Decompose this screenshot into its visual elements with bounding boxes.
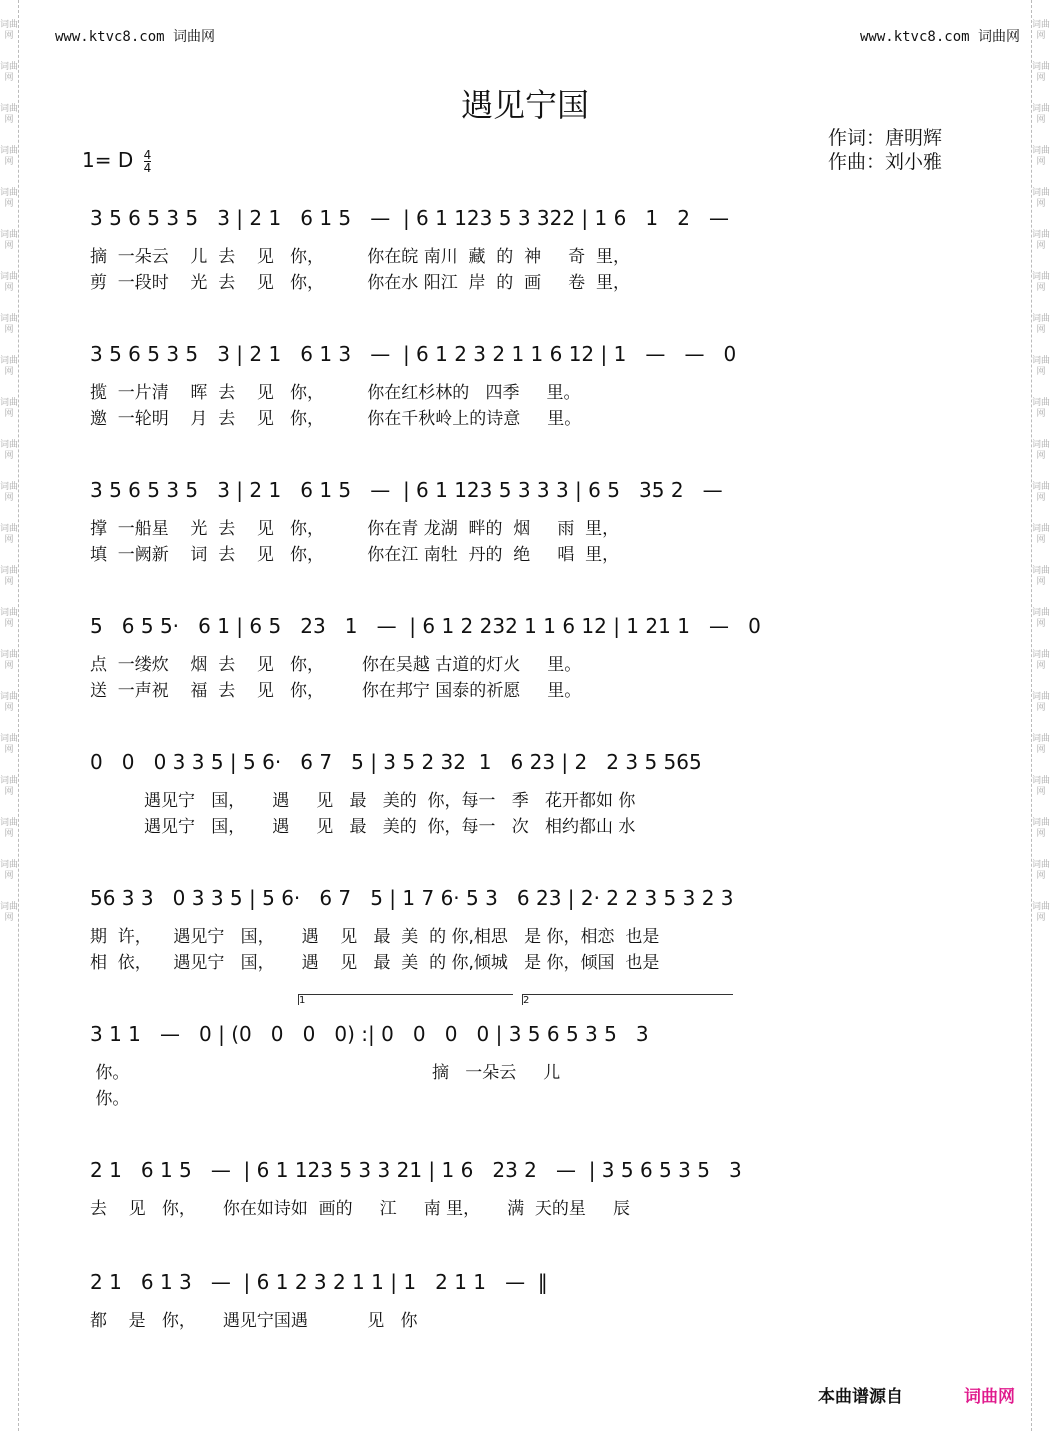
- notation-line: 3 5 6 5 3 5 3 | 2 1 6 1 3 — | 6 1 2 3 2 1 1 6 12 | 1 — — 0: [90, 342, 737, 366]
- score-system-9: [90, 1270, 960, 1332]
- watermark: 词曲网: [0, 902, 19, 923]
- watermark: 词曲网: [0, 650, 19, 671]
- score-system-3: [90, 478, 960, 566]
- watermark: 词曲网: [0, 398, 19, 419]
- watermark: 词曲网: [1032, 860, 1050, 881]
- watermark: 词曲网: [1032, 272, 1050, 293]
- watermark: 词曲网: [1032, 20, 1050, 41]
- second-ending-label: 2: [523, 995, 530, 1006]
- notation-line: 0 0 0 3 3 5 | 5 6· 6 7 5 | 3 5 2 32 1 6 23 | 2 2 3 5 565: [90, 750, 702, 774]
- first-ending-bracket: [298, 994, 513, 1005]
- watermark: 词曲网: [1032, 62, 1050, 83]
- lyric-verse-2: 剪 一段时 光 去 见 你， 你在水 阳江 岸 的 画 卷 里，: [90, 273, 630, 293]
- lyric-verse-2: 送 一声祝 福 去 见 你， 你在邦宁 国泰的祈愿 里。: [90, 681, 582, 701]
- watermark: 词曲网: [0, 188, 19, 209]
- watermark: 词曲网: [1032, 188, 1050, 209]
- notation-line: 3 1 1 — 0 | (0 0 0 0) :| 0 0 0 0 | 3 5 6 5 3 5 3: [90, 1022, 649, 1046]
- lyric-verse-1: 去 见 你， 你在如诗如 画的 江 南 里， 满 天的星 辰: [90, 1199, 630, 1219]
- watermark: 词曲网: [1032, 524, 1050, 545]
- second-ending-bracket: [522, 994, 733, 1005]
- lyric-verse-1: 期 许， 遇见宁 国， 遇 见 最 美 的 你,相思 是 你，相恋 也是: [90, 927, 660, 947]
- lyric-verse-1: 揽 一片清 晖 去 见 你， 你在红杉林的 四季 里。: [90, 383, 581, 403]
- watermark: 词曲网: [0, 356, 19, 377]
- watermark: 词曲网: [0, 734, 19, 755]
- watermark: 词曲网: [0, 566, 19, 587]
- watermark: 词曲网: [1032, 818, 1050, 839]
- watermark: 词曲网: [0, 482, 19, 503]
- score-system-1: [90, 206, 960, 294]
- lyricist: 作词：唐明辉: [828, 127, 943, 149]
- watermark: 词曲网: [1032, 356, 1050, 377]
- score-system-5: [90, 750, 960, 838]
- watermark: 词曲网: [0, 608, 19, 629]
- site-url-left[interactable]: www.ktvc8.com 词曲网: [55, 29, 216, 45]
- lyric-verse-1: 点 一缕炊 烟 去 见 你， 你在吴越 古道的灯火 里。: [90, 655, 582, 675]
- time-signature: [144, 149, 152, 174]
- score-system-8: [90, 1158, 960, 1220]
- notation-line: 5 6 5 5· 6 1 | 6 5 23 1 — | 6 1 2 232 1 1 6 12 | 1 21 1 — 0: [90, 614, 761, 638]
- watermark: 词曲网: [1032, 398, 1050, 419]
- watermark: 词曲网: [0, 818, 19, 839]
- notation-line: 2 1 6 1 3 — | 6 1 2 3 2 1 1 | 1 2 1 1 — ‖: [90, 1270, 548, 1294]
- credits: [828, 126, 942, 174]
- watermark: 词曲网: [1032, 566, 1050, 587]
- watermark: 词曲网: [1032, 608, 1050, 629]
- watermark: 词曲网: [1032, 650, 1050, 671]
- watermark: 词曲网: [0, 524, 19, 545]
- notation-line: 56 3 3 0 3 3 5 | 5 6· 6 7 5 | 1 7 6· 5 3 6 23 | 2· 2 2 3 5 3 2 3: [90, 886, 734, 910]
- watermark: 词曲网: [0, 146, 19, 167]
- score-system-6: [90, 886, 960, 974]
- notation-line: 3 5 6 5 3 5 3 | 2 1 6 1 5 — | 6 1 123 5 3 3 3 | 6 5 35 2 —: [90, 478, 723, 502]
- lyric-verse-1: 你。 摘 一朵云 儿: [90, 1063, 561, 1083]
- lyric-verse-2: 相 依， 遇见宁 国， 遇 见 最 美 的 你,倾城 是 你，倾国 也是: [90, 953, 660, 973]
- notation-line: 2 1 6 1 5 — | 6 1 123 5 3 3 21 | 1 6 23 2 — | 3 5 6 5 3 5 3: [90, 1158, 742, 1182]
- watermark: 词曲网: [0, 230, 19, 251]
- watermark: 词曲网: [0, 104, 19, 125]
- key-label: 1= D: [82, 148, 134, 172]
- lyric-verse-2: 你。: [90, 1089, 130, 1109]
- watermark: 词曲网: [1032, 314, 1050, 335]
- source-label: 本曲谱源自: [818, 1387, 903, 1407]
- lyric-verse-2: 邀 一轮明 月 去 见 你， 你在千秋岭上的诗意 里。: [90, 409, 582, 429]
- lyric-verse-2: 填 一阙新 词 去 见 你， 你在江 南牡 丹的 绝 唱 里，: [90, 545, 620, 565]
- lyric-verse-2: 遇见宁 国， 遇 见 最 美的 你，每一 次 相约都山 水: [90, 817, 636, 837]
- time-top: 4: [143, 148, 152, 162]
- watermark: 词曲网: [0, 314, 19, 335]
- left-watermark-strip: [0, 0, 19, 1431]
- watermark: 词曲网: [1032, 104, 1050, 125]
- watermark: 词曲网: [1032, 734, 1050, 755]
- first-ending-label: 1: [299, 995, 306, 1006]
- site-url-right[interactable]: www.ktvc8.com 词曲网: [859, 29, 1020, 45]
- source-site-link[interactable]: 词曲网: [964, 1387, 1015, 1407]
- score-system-2: [90, 342, 960, 430]
- key-signature: [82, 148, 151, 174]
- watermark: 词曲网: [0, 692, 19, 713]
- watermark: 词曲网: [1032, 902, 1050, 923]
- watermark: 词曲网: [0, 272, 19, 293]
- score-system-4: [90, 614, 960, 702]
- lyric-verse-1: 摘 一朵云 儿 去 见 你， 你在皖 南川 藏 的 神 奇 里，: [90, 247, 630, 267]
- time-bottom: 4: [143, 161, 152, 175]
- lyric-verse-1: 遇见宁 国， 遇 见 最 美的 你，每一 季 花开都如 你: [90, 791, 636, 811]
- watermark: 词曲网: [1032, 776, 1050, 797]
- song-title: 遇见宁国: [460, 86, 589, 124]
- notation-line: 3 5 6 5 3 5 3 | 2 1 6 1 5 — | 6 1 123 5 3 322 | 1 6 1 2 —: [90, 206, 729, 230]
- watermark: 词曲网: [1032, 692, 1050, 713]
- score-system-7: [90, 1022, 960, 1110]
- lyric-verse-1: 撑 一船星 光 去 见 你， 你在青 龙湖 畔的 烟 雨 里，: [90, 519, 620, 539]
- watermark: 词曲网: [0, 776, 19, 797]
- watermark: 词曲网: [0, 860, 19, 881]
- watermark: 词曲网: [1032, 482, 1050, 503]
- watermark: 词曲网: [0, 440, 19, 461]
- watermark: 词曲网: [1032, 230, 1050, 251]
- watermark: 词曲网: [1032, 440, 1050, 461]
- watermark: 词曲网: [0, 20, 19, 41]
- watermark: 词曲网: [0, 62, 19, 83]
- watermark: 词曲网: [1032, 146, 1050, 167]
- composer: 作曲：刘小雅: [828, 151, 943, 173]
- lyric-verse-1: 都 是 你， 遇见宁国遇 见 你: [90, 1311, 418, 1331]
- right-watermark-strip: [1031, 0, 1050, 1431]
